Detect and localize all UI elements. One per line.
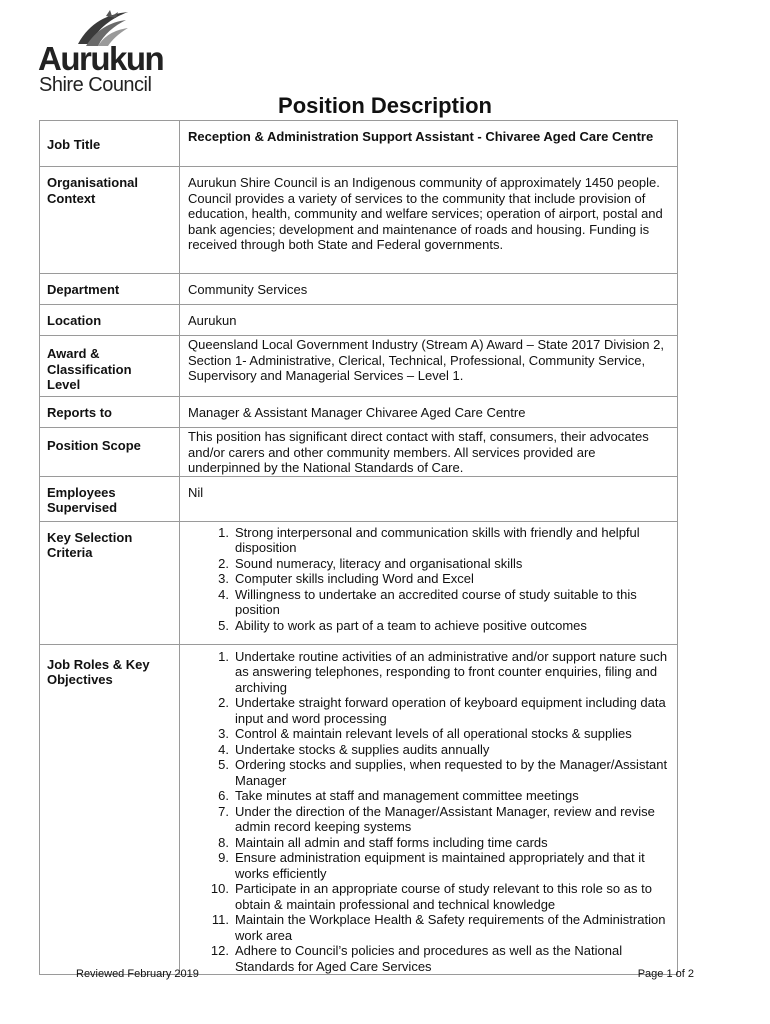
label-reports-to: Reports to [40, 397, 180, 428]
list-item: 2. Undertake straight forward operation of keyboard equipment including data input and word processing [218, 695, 666, 726]
value-employees-supervised: Nil [180, 476, 678, 521]
selection-criteria-list [188, 522, 671, 634]
footer-page-number: Page 1 of 2 [637, 968, 694, 980]
row-job-title [40, 121, 678, 167]
value-position-scope: This position has significant direct contact with staff, consumers, their advocates and/or carers and other community members. All services provided are underpinned by the National Standards of Care. [180, 428, 678, 477]
logo-brand-subtext: Shire Council [39, 74, 152, 96]
row-selection-criteria [40, 521, 678, 644]
list-item: 7. Under the direction of the Manager/Assistant Manager, review and revise admin record keeping systems [218, 803, 655, 834]
list-item: 9. Ensure administration equipment is maintained appropriately and that it works efficiently [218, 850, 645, 881]
list-item: 1. Undertake routine activities of an administrative and/or support nature such as answering telephones, responding to front counter enquiries, filing and archiving [218, 648, 668, 695]
row-job-roles [40, 644, 678, 975]
row-award [40, 336, 678, 397]
council-logo [36, 8, 176, 96]
row-department [40, 274, 678, 305]
row-position-scope [40, 428, 678, 477]
list-item: 4. Undertake stocks & supplies audits annually [218, 741, 490, 757]
list-item: 12. Adhere to Council’s policies and procedures as well as the National Standards for Aged Care Services [210, 943, 623, 974]
label-position-scope: Position Scope [40, 428, 180, 477]
logo-brand-text: Aurukun [38, 40, 164, 77]
list-item: 1. Strong interpersonal and communication skills with friendly and helpful disposition [218, 524, 640, 555]
list-item: 11. Maintain the Workplace Health & Safety requirements of the Administration work area [211, 912, 666, 943]
list-item: 3. Computer skills including Word and Excel [218, 571, 474, 586]
value-job-roles [180, 644, 678, 975]
row-employees-supervised [40, 476, 678, 521]
label-employees-supervised: Employees Supervised [40, 476, 180, 521]
list-item: 4. Willingness to undertake an accredited course of study suitable to this position [218, 586, 637, 617]
row-reports-to [40, 397, 678, 428]
label-location: Location [40, 305, 180, 336]
label-selection-criteria: Key Selection Criteria [40, 521, 180, 644]
list-item: 5. Ability to work as part of a team to achieve positive outcomes [218, 617, 587, 633]
list-item: 8. Maintain all admin and staff forms including time cards [218, 834, 548, 850]
list-item: 3. Control & maintain relevant levels of all operational stocks & supplies [218, 726, 632, 741]
label-job-title: Job Title [40, 121, 180, 167]
footer-reviewed: Reviewed February 2019 [76, 968, 199, 980]
list-item: 2. Sound numeracy, literacy and organisational skills [218, 555, 523, 571]
label-department: Department [40, 274, 180, 305]
job-roles-list [188, 645, 671, 975]
row-location [40, 305, 678, 336]
value-location: Aurukun [180, 305, 678, 336]
row-org-context [40, 167, 678, 274]
position-description-table [39, 120, 678, 975]
value-department: Community Services [180, 274, 678, 305]
label-org-context: Organisational Context [40, 167, 180, 274]
page-title: Position Description [278, 93, 492, 118]
value-org-context: Aurukun Shire Council is an Indigenous community of approximately 1450 people. Council provides a variety of services to the community that include provision of education, health, community and welfare services; operation of airport, postal and bank agencies; development and maintenance of roads and housing. Funding is received through both State and Federal governments. [180, 167, 678, 274]
label-award: Award & Classification Level [40, 336, 180, 397]
list-item: 6. Take minutes at staff and management committee meetings [218, 788, 579, 803]
label-job-roles: Job Roles & Key Objectives [40, 644, 180, 975]
list-item: 10. Participate in an appropriate course of study relevant to this role so as to obtain & maintain professional and technical knowledge [210, 881, 652, 912]
value-reports-to: Manager & Assistant Manager Chivaree Aged Care Centre [180, 397, 678, 428]
value-award: Queensland Local Government Industry (Stream A) Award – State 2017 Division 2, Section 1- Administrative, Clerical, Technical, Professional, Community Service, Supervisory and Managerial Services – Level 1. [180, 336, 678, 397]
list-item: 5. Ordering stocks and supplies, when requested to by the Manager/Assistant Manager [218, 757, 668, 788]
value-job-title: Reception & Administration Support Assistant - Chivaree Aged Care Centre [180, 121, 678, 167]
value-selection-criteria [180, 521, 678, 644]
